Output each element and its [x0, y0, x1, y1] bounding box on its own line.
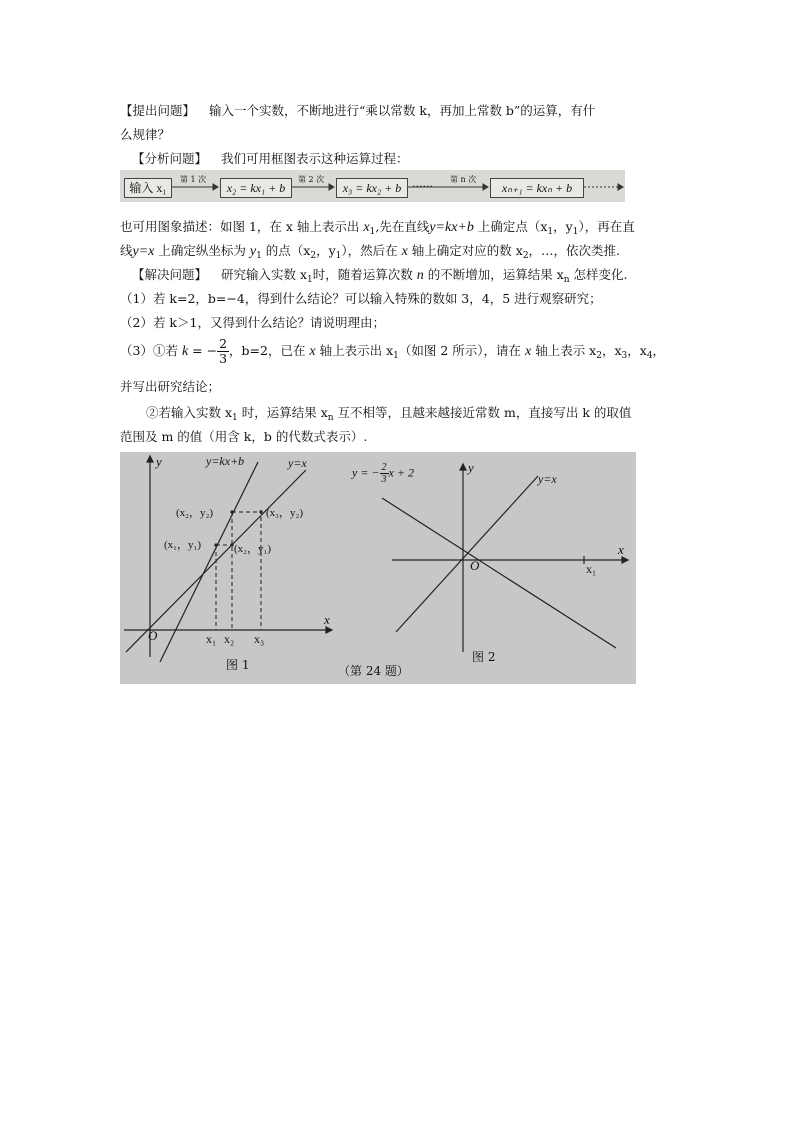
flow-arrowhead: [329, 184, 334, 190]
fig1-construction: [216, 510, 261, 630]
fig2-x-label: x: [618, 542, 624, 557]
question-4: [146, 404, 706, 427]
txt: 上确定点（x: [473, 219, 548, 234]
fig1-x-label: x: [324, 612, 330, 627]
math-var: x: [525, 344, 532, 359]
problem-label: 【提出问题】: [120, 103, 196, 118]
subscript: 1: [232, 413, 238, 423]
question-2: （2）若 k＞1，又得到什么结论？请说明理由；: [120, 315, 385, 330]
figure-photo: [120, 452, 636, 684]
flowchart-strip: [120, 170, 625, 202]
txt: 轴上表示 x: [531, 343, 597, 358]
txt: ，y: [316, 243, 336, 258]
txt: （3）①若: [120, 343, 182, 358]
eq-suffix: x + 2: [388, 465, 414, 480]
subscript: 4: [646, 351, 653, 361]
subscript: n: [327, 413, 334, 423]
fig1-point-x2y2: (x₂，y₂): [176, 507, 213, 519]
solve-label: 【解决问题】: [132, 267, 208, 282]
fig2-origin: O: [470, 558, 480, 573]
flow-arrowhead: [483, 184, 488, 190]
subscript: 2: [310, 251, 317, 261]
flow-arrows: [120, 170, 625, 202]
txt: ，x: [627, 343, 647, 358]
flow-box-2: x₃ = kx₂ + b: [336, 178, 408, 198]
flow-dots: ······: [412, 180, 433, 193]
problem-text-2: 么规律？: [120, 127, 171, 142]
fig1-point-x3y2: (x₃，y₂): [266, 507, 303, 519]
question-3-cont: 并写出研究结论；: [120, 379, 221, 394]
analysis-label: 【分析问题】: [132, 151, 208, 166]
description-line-1: [120, 218, 680, 241]
fig2-y-arrow: [460, 464, 466, 470]
fig1-tick-x1: x₁: [206, 632, 217, 646]
fraction: [217, 337, 229, 366]
math-var: k: [181, 344, 189, 359]
txt: 时，运算结果 x: [237, 405, 328, 420]
fig2-line-y-eq-x: [396, 476, 538, 632]
fraction-numerator: 2: [219, 336, 228, 351]
txt: 也可用图象描述：如图 1，在 x 轴上表示出: [120, 219, 364, 234]
flow-step-n: 第 n 次: [450, 175, 477, 184]
subscript: 2: [596, 351, 602, 361]
question-1: （1）若 k=2，b=−4，得到什么结论？可以输入特殊的数如 3，4，5 进行观察研究；: [120, 291, 602, 306]
fraction-denominator: 3: [219, 351, 228, 366]
figure-graphs: [120, 452, 636, 684]
solve-paragraph: [132, 266, 692, 289]
figure-caption: （第 24 题）: [338, 664, 409, 678]
fig2-line2-label: y=x: [538, 472, 557, 486]
eq-denominator: 3: [381, 474, 387, 485]
math-var: y: [249, 244, 257, 259]
eq-numerator: 2: [381, 462, 387, 473]
pt: [214, 543, 217, 546]
txt: 轴上确定对应的数 x: [407, 243, 523, 258]
subscript: 1: [335, 251, 342, 261]
txt: ，y: [553, 219, 573, 234]
flow-arrowhead: [213, 184, 218, 190]
subscript: 1: [393, 351, 399, 361]
subscript: 1: [369, 227, 376, 237]
flow-step-2: 第 2 次: [298, 175, 325, 184]
fig1-point-x1y1: (x₁，y₁): [164, 539, 201, 551]
question-3: [120, 336, 680, 371]
txt: ，b=2，已在: [229, 343, 310, 358]
pt: [230, 510, 233, 513]
math-var: x: [401, 244, 408, 259]
flow-input-box: 输入 x₁: [124, 178, 172, 198]
question-4-cont: 范围及 m 的值（用含 k，b 的代数式表示）.: [120, 429, 368, 444]
subscript: 1: [307, 275, 313, 285]
fig1-tick-x2: x₂: [224, 632, 235, 646]
flow-arrowhead: [618, 184, 623, 190]
fig2-y-label: y: [468, 460, 474, 475]
fig1-caption: 图 1: [226, 658, 250, 672]
math-expr: y=kx+b: [429, 220, 474, 235]
fig1-tick-x3: x₃: [254, 632, 265, 646]
txt: 研究输入实数 x: [221, 267, 308, 282]
subscript: 3: [621, 351, 628, 361]
txt: ②若输入实数 x: [146, 405, 233, 420]
txt: ,先在直线: [375, 219, 430, 234]
math-var: x: [309, 344, 316, 359]
fig1-y-label: y: [156, 454, 162, 469]
subscript: 1: [547, 227, 554, 237]
txt: 线: [120, 243, 133, 258]
fig1-point-x2y1: (x₂，y₁): [234, 543, 271, 555]
txt: 时，随着运算次数: [312, 267, 417, 282]
txt: ），再在直: [578, 219, 635, 234]
subscript: 2: [522, 251, 529, 261]
math-var: n: [416, 268, 424, 283]
fig1-y-arrow: [147, 456, 153, 462]
fig2-tick-x1: x₁: [586, 562, 597, 576]
math-expr: y=x: [132, 244, 155, 259]
pt: [259, 510, 262, 513]
eq-fraction: [380, 462, 389, 485]
txt: （如图 2 所示），请在: [398, 343, 525, 358]
txt: ，…，依次类推.: [528, 243, 621, 258]
txt: ），然后在: [341, 243, 402, 258]
fig2-line-neg: [382, 498, 616, 648]
math-var: x: [363, 220, 370, 235]
problem-text-cont: [120, 126, 680, 144]
txt: ，x: [601, 343, 622, 358]
txt: = −: [188, 343, 218, 358]
subscript: 1: [572, 227, 579, 237]
txt: 怎样变化.: [569, 267, 628, 282]
txt: 互不相等，且越来越接近常数 m，直接写出 k 的取值: [333, 405, 632, 420]
txt: 的点（x: [261, 243, 311, 258]
txt: 轴上表示出 x: [315, 343, 394, 358]
fig1-line1-label: y=kx+b: [206, 454, 245, 468]
flow-step-1: 第 1 次: [180, 175, 207, 184]
txt: ，: [652, 343, 666, 358]
fig2-line1-label: [352, 462, 414, 485]
txt: 的不断增加，运算结果 x: [423, 267, 564, 282]
flow-box-n: xₙ₊₁ = kxₙ + b: [490, 178, 584, 198]
analysis-paragraph: [132, 150, 692, 168]
description-line-2: [120, 242, 680, 265]
flow-box-1: x₂ = kx₁ + b: [220, 178, 292, 198]
analysis-text: 我们可用框图表示这种运算过程：: [221, 151, 409, 166]
eq-prefix: y = −: [352, 465, 380, 480]
problem-paragraph-1: [120, 102, 680, 120]
problem-text: 输入一个实数，不断地进行“乘以常数 k，再加上常数 b”的运算，有什: [209, 103, 596, 118]
fig1-origin: O: [148, 628, 158, 643]
subscript: n: [563, 275, 570, 285]
fig2-caption: 图 2: [472, 650, 496, 664]
txt: 上确定纵坐标为: [154, 243, 250, 258]
fig1-line2-label: y=x: [288, 456, 307, 470]
subscript: 1: [256, 251, 262, 261]
